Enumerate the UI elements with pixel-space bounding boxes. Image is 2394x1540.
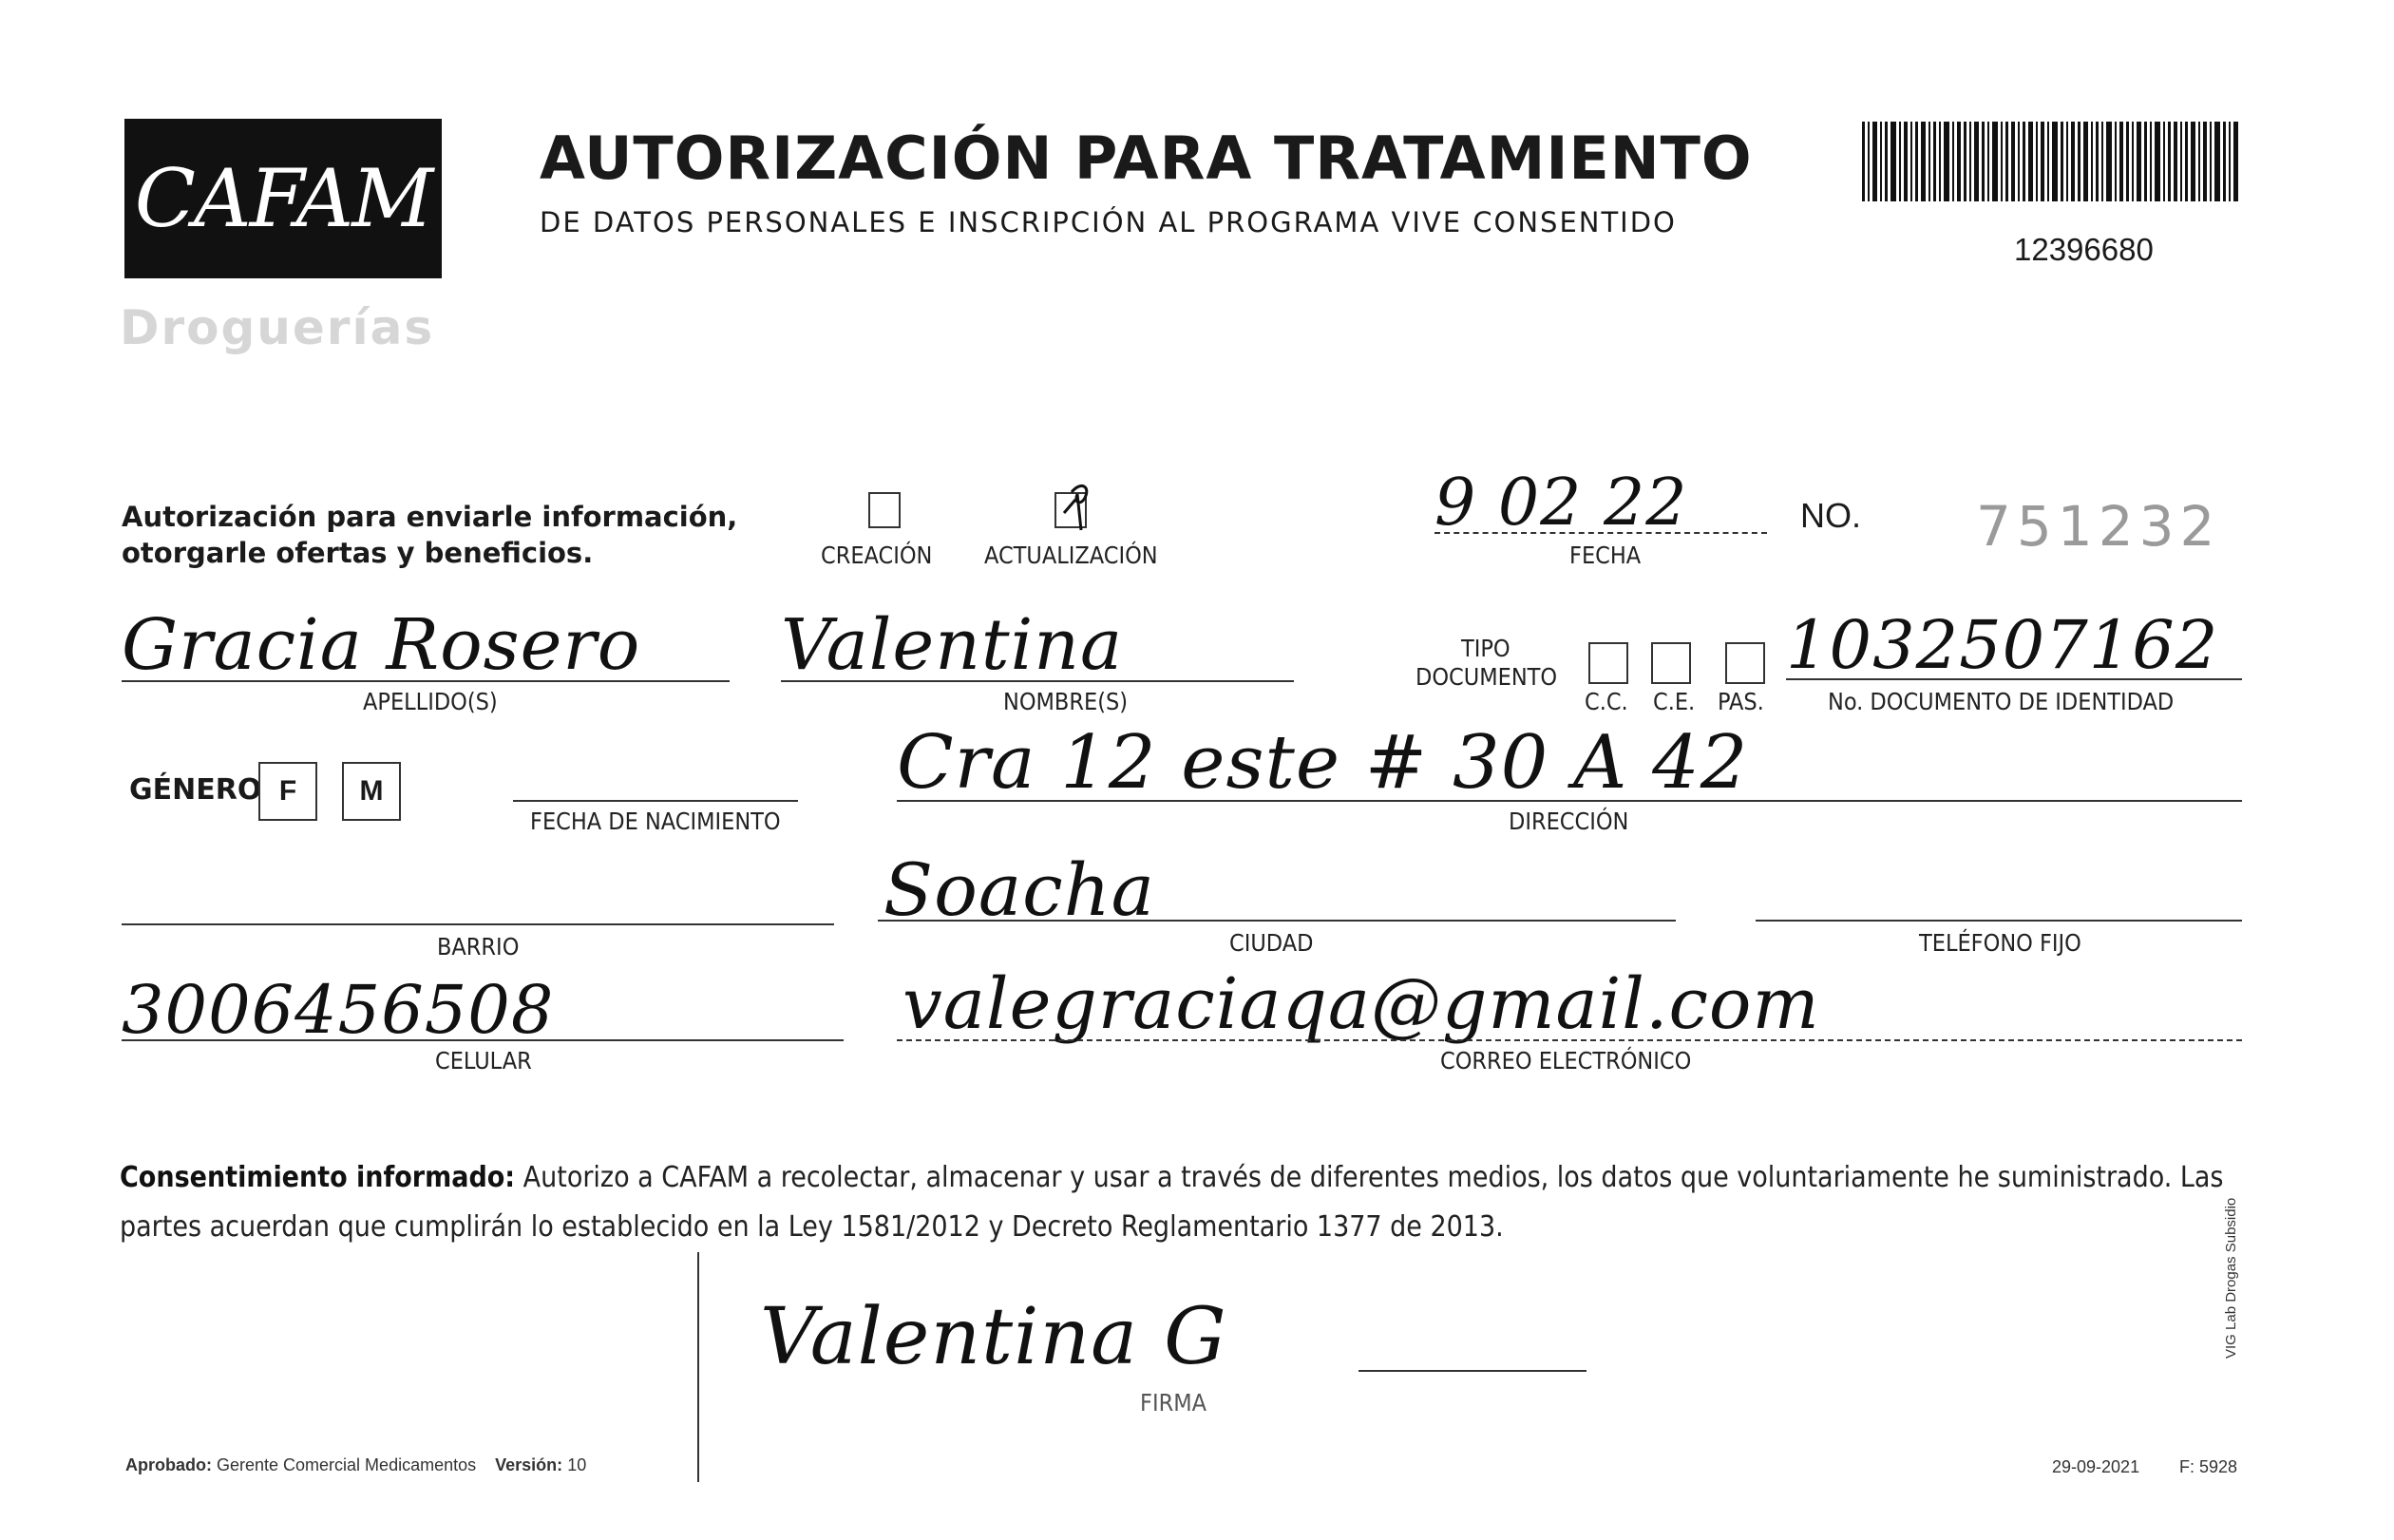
mobile-label: CELULAR	[435, 1047, 532, 1074]
doc-type-label-2: DOCUMENTO	[1416, 663, 1558, 691]
doc-type-label-1: TIPO	[1461, 635, 1510, 662]
approved-label: Aprobado:	[125, 1455, 212, 1474]
logo-text: CAFAM	[134, 152, 432, 245]
barcode-icon	[1862, 122, 2242, 201]
ce-label: C.E.	[1653, 688, 1696, 715]
neighborhood-label: BARRIO	[437, 933, 520, 960]
serial-number: 12396680	[2014, 232, 2154, 267]
city-label: CIUDAD	[1229, 929, 1314, 957]
version-value: 10	[567, 1455, 587, 1474]
document-title: AUTORIZACIÓN PARA TRATAMIENTO	[540, 124, 1753, 193]
cc-label: C.C.	[1585, 688, 1628, 715]
form-number: 751232	[1976, 494, 2221, 559]
pas-checkbox[interactable]	[1725, 642, 1765, 684]
address-label: DIRECCIÓN	[1509, 808, 1629, 835]
footer-code: F: 5928	[2179, 1457, 2238, 1476]
logo-subtext: Droguerías	[120, 300, 435, 355]
pas-label: PAS.	[1718, 688, 1764, 715]
birthdate-field[interactable]	[513, 800, 798, 802]
approved-value: Gerente Comercial Medicamentos	[217, 1455, 477, 1474]
phone-field[interactable]	[1756, 920, 2242, 922]
date-label: FECHA	[1569, 542, 1642, 569]
authorization-text-line1: Autorización para enviarle información,	[122, 501, 738, 533]
signature-divider	[697, 1252, 699, 1482]
email-label: CORREO ELECTRÓNICO	[1440, 1047, 1692, 1074]
authorization-text-line2: otorgarle ofertas y beneficios.	[122, 537, 594, 569]
date-field[interactable]: 9 02 22	[1434, 466, 1688, 541]
ce-checkbox[interactable]	[1651, 642, 1691, 684]
gender-label: GÉNERO	[129, 773, 262, 807]
creation-checkbox[interactable]	[868, 492, 901, 528]
gender-m-checkbox[interactable]	[342, 762, 401, 821]
checkmark-icon	[1053, 475, 1110, 532]
mobile-field[interactable]: 3006456508	[122, 971, 555, 1049]
name-field[interactable]: Valentina	[781, 604, 1124, 686]
cc-checkbox[interactable]	[1588, 642, 1628, 684]
email-field[interactable]: valegraciaqa@gmail.com	[902, 963, 1820, 1045]
document-number-label: No. DOCUMENTO DE IDENTIDAD	[1828, 688, 2175, 715]
address-field[interactable]: Cra 12 este # 30 A 42	[897, 720, 1749, 806]
gender-f-label: F	[278, 775, 297, 807]
document-subtitle: DE DATOS PERSONALES E INSCRIPCIÓN AL PROGRAMA VIVE CONSENTIDO	[540, 206, 1677, 238]
phone-label: TELÉFONO FIJO	[1919, 929, 2081, 957]
birthdate-label: FECHA DE NACIMIENTO	[530, 808, 781, 835]
surname-field[interactable]: Gracia Rosero	[122, 604, 641, 686]
side-text: VIG Lab Drogas Subsidio	[2223, 1197, 2239, 1359]
city-field[interactable]: Soacha	[884, 847, 1155, 932]
name-label: NOMBRE(S)	[1003, 688, 1129, 715]
consent-text: Autorizo a CAFAM a recolectar, almacenar y usar a través de diferentes medios, los datos que voluntariamente he suministrado. Las partes acuerdan que cumplirán lo establecido en la Ley 1581/2012 y Decreto Reglamentario 1377 de 2013.	[120, 1161, 2224, 1244]
neighborhood-field[interactable]	[122, 923, 834, 925]
cafam-logo	[124, 119, 442, 278]
gender-f-checkbox[interactable]	[258, 762, 317, 821]
update-label: ACTUALIZACIÓN	[984, 542, 1158, 569]
document-number-field[interactable]: 1032507162	[1786, 606, 2219, 684]
gender-m-label: M	[359, 775, 384, 807]
signature-field[interactable]: Valentina G	[760, 1292, 1227, 1382]
signature-label: FIRMA	[1140, 1389, 1206, 1416]
number-label: NO.	[1800, 496, 1862, 535]
creation-label: CREACIÓN	[821, 542, 933, 569]
footer-date: 29-09-2021	[2052, 1457, 2140, 1476]
consent-paragraph	[120, 1153, 2248, 1252]
surname-label: APELLIDO(S)	[363, 688, 498, 715]
approved-info	[125, 1455, 586, 1475]
version-label: Versión:	[495, 1455, 563, 1474]
consent-heading: Consentimiento informado:	[120, 1161, 516, 1194]
